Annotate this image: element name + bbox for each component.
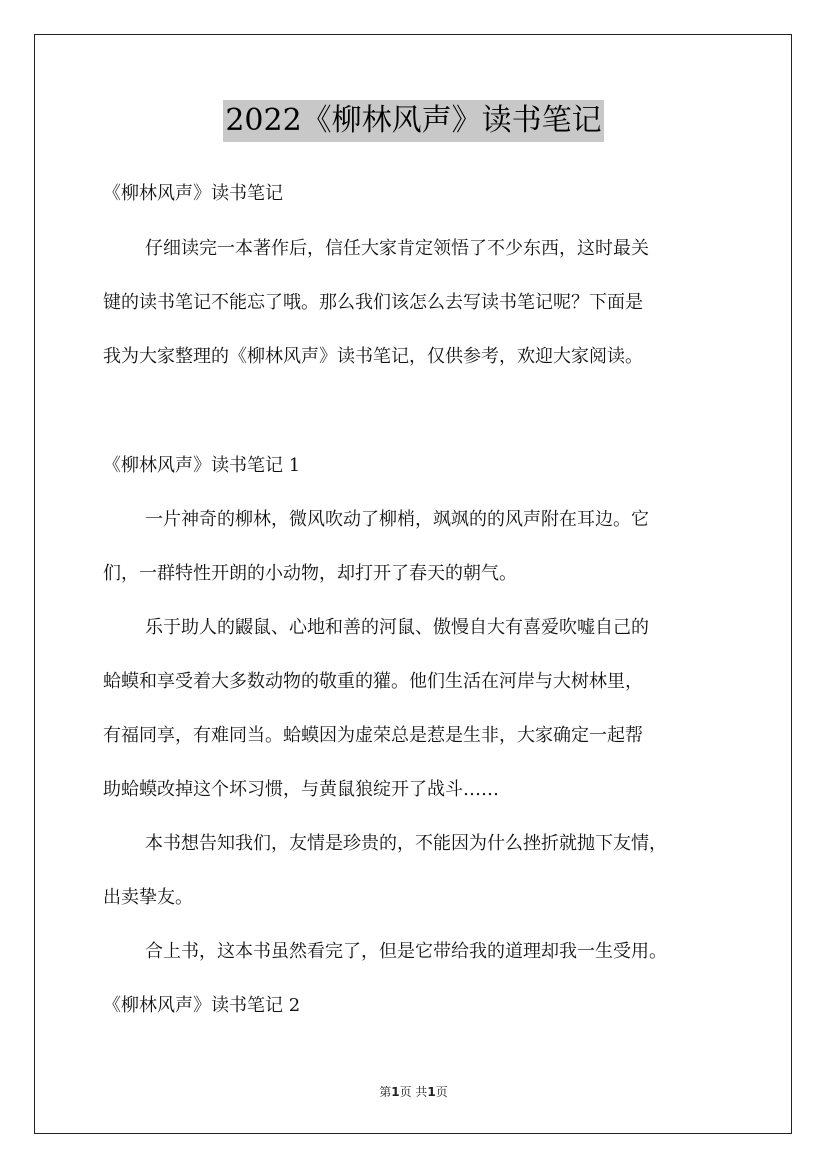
footer-total-pages: 1 (427, 1085, 436, 1099)
paragraph-line: 乐于助人的鼹鼠、心地和善的河鼠、傲慢自大有喜爱吹嘘自己的 (145, 617, 649, 638)
paragraph-line: 出卖挚友。 (103, 887, 193, 908)
paragraph-line: 有福同享，有难同当。蛤蟆因为虚荣总是惹是生非，大家确定一起帮 (103, 725, 643, 746)
document-title: 2022《柳林风声》读书笔记 (223, 100, 603, 142)
paragraph-line: 本书想告知我们，友情是珍贵的，不能因为什么挫折就抛下友情， (145, 833, 667, 854)
footer-prefix: 第 (379, 1085, 392, 1099)
paragraph-line: 我为大家整理的《柳林风声》读书笔记，仅供参考，欢迎大家阅读。 (103, 346, 643, 367)
paragraph-line: 合上书，这本书虽然看完了，但是它带给我的道理却我一生受用。 (145, 941, 667, 962)
section-heading-1: 《柳林风声》读书笔记 1 (103, 455, 301, 476)
footer-page-number: 1 (391, 1085, 400, 1099)
paragraph-line: 蛤蟆和享受着大多数动物的敬重的獾。他们生活在河岸与大树林里， (103, 671, 643, 692)
page-footer (0, 1084, 827, 1100)
title-wrap (0, 100, 827, 142)
paragraph-line: 仔细读完一本著作后，信任大家肯定领悟了不少东西，这时最关 (145, 238, 649, 259)
intro-heading: 《柳林风声》读书笔记 (103, 183, 283, 204)
section-heading-2: 《柳林风声》读书笔记 2 (103, 995, 301, 1016)
paragraph-line: 一片神奇的柳林，微风吹动了柳梢，飒飒的的风声附在耳边。它 (145, 509, 649, 530)
paragraph-line: 们，一群特性开朗的小动物，却打开了春天的朝气。 (103, 563, 517, 584)
paragraph-line: 助蛤蟆改掉这个坏习惯，与黄鼠狼绽开了战斗…… (103, 779, 499, 800)
footer-suffix: 页 (435, 1085, 448, 1099)
paragraph-line: 键的读书笔记不能忘了哦。那么我们该怎么去写读书笔记呢？下面是 (103, 292, 643, 313)
footer-mid: 页 共 (399, 1085, 428, 1099)
